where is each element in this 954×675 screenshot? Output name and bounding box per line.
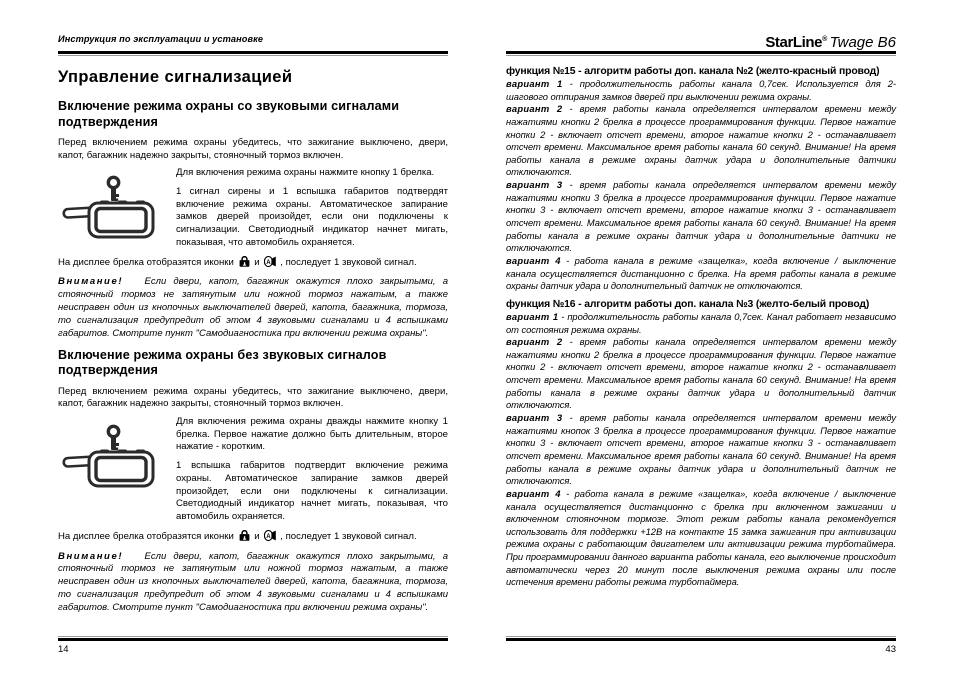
section2-display-prefix: На дисплее брелка отобразятся иконки — [58, 530, 234, 542]
function-16-variant-4: вариант 4 - работа канала в режиме «защелка», когда включение / выключение канала осуществляется дистанционно с брелка при включенном зажигании и включенном стояночном тормозе. Этот режим работы канала рекомендуется использовать для поддержки +12В на контакте 15 замка зажигания при активизации режима охраны с работающим двигателем или активизации режима турботаймера. При программировании данного варианта работы канала, его выключение происходит автоматически через 20 минут после выключения режима охраны или после истечения времени работы режима турботаймера. — [506, 487, 896, 588]
function-15-block — [506, 65, 896, 293]
figure-block-2-text — [176, 416, 448, 524]
keyfob-icon — [58, 169, 166, 241]
function-16-block — [506, 298, 896, 589]
section2-intro: Перед включением режима охраны убедитесь, что зажигание выключено, двери, капот, багажник надежно закрыты, стояночный тормоз включен. — [58, 385, 448, 410]
left-page-column — [58, 34, 448, 644]
section1-intro: Перед включением режима охраны убедитесь, что зажигание выключено, двери, капот, багажник надежно закрыты, стояночный тормоз включен. — [58, 136, 448, 161]
figure-block-1 — [58, 167, 448, 250]
section1-attention-label: Внимание! — [58, 276, 124, 288]
function-15-variant-1: вариант 1 - продолжительность работы канала 0,7сек. Используется для 2-шагового отпирания замков дверей при выключении режима охраны. — [506, 78, 896, 102]
figure-block-1-text — [176, 167, 448, 250]
function-15-variant-4: вариант 4 - работа канала в режиме «защелка», когда включение / выключение канала осуществляется дистанционно с брелка. На время работы канала в режиме охраны датчик удара и дополнительный датчик не отключаются. — [506, 254, 896, 292]
page-title: Управление сигнализацией — [58, 68, 293, 86]
running-head-left: Инструкция по эксплуатации и установке — [58, 34, 264, 44]
section1-fig-caption-1: Для включения режима охраны нажмите кнопку 1 брелка. — [176, 167, 435, 179]
right-page-column — [506, 34, 896, 644]
function-16-variant-2: вариант 2 - время работы канала определяется интервалом времени между нажатиями кнопки 2 брелка в процессе программирования функции. Первое нажатие кнопки 2 - включает отсчет времени, второе нажатие кнопки 2 - останавливает отсчет времени. Максимальное время работы канала 60 секунд. Внимание! На время работы канала в режиме охраны датчик удара и дополнительный датчик отключаются. — [506, 336, 897, 411]
section2-fig-caption-2: 1 вспышка габаритов подтвердит включение режима охраны. Автоматическое запирание замков дверей произойдет, если они подключены к сигнализации. Светодиодный индикатор начнет мигать, показывая, что автомобиль охраняется. — [176, 460, 448, 523]
header-rule-left — [58, 51, 448, 56]
section2-fig-caption-1: Для включения режима охраны дважды нажмите кнопку 1 брелка. Первое нажатие должно быть длительным, второе нажатие - коротким. — [176, 415, 448, 453]
function-15-heading: функция №15 - алгоритм работы доп. канала №2 (желто-красный провод) — [506, 66, 880, 77]
section1-display-suffix: , последует 1 звуковой сигнал. — [280, 256, 417, 268]
section-heading-1: Включение режима охраны со звуковыми сигналами подтверждения — [58, 99, 400, 129]
sound-icon — [264, 256, 278, 272]
brand-model: Twage B6 — [829, 34, 896, 51]
function-16-variant-3: вариант 3 - время работы канала определяется интервалом времени между нажатиями кнопок 3 брелка в процессе программирования функции. Первое нажатие кнопки 3 - включает отсчет времени, второе нажатие кнопки 3 - останавливает отсчет времени. Максимальное время работы канала 60 секунд. Внимание! На время работы канала в режиме охраны датчик удара и дополнительный датчик не отключаются. — [506, 412, 897, 487]
section1-attention — [58, 276, 448, 341]
footer-rule-left — [58, 636, 448, 641]
sound-icon — [264, 530, 278, 546]
figure-block-2 — [58, 416, 448, 524]
svg-text:A: A — [266, 533, 271, 540]
section2-display-conj: и — [254, 530, 260, 542]
section1-display-line — [58, 256, 448, 272]
keyfob-icon — [58, 418, 166, 490]
section2-display-line — [58, 530, 448, 546]
section-heading-2: Включение режима охраны без звуковых сигналов подтверждения — [58, 347, 387, 378]
running-head-right — [506, 34, 896, 51]
footer-left — [58, 636, 448, 655]
section2-attention-label: Внимание! — [58, 550, 124, 562]
page-number-right: 43 — [885, 644, 896, 655]
section2-attention — [58, 551, 448, 616]
footer-rule-right — [506, 636, 896, 641]
svg-text:A: A — [266, 259, 271, 266]
section1-display-conj: и — [254, 256, 260, 268]
section1-fig-caption-2: 1 сигнал сирены и 1 вспышка габаритов подтвердят включение режима охраны. Автоматическое запирание замков дверей произойдет, если они подключены к сигнализации. Светодиодный индикатор начнет мигать, показывая, что автомобиль охраняется. — [176, 185, 448, 248]
function-15-variant-2: вариант 2 - время работы канала определяется интервалом времени между нажатиями кнопки 2 брелка в процессе программирования функции. Первое нажатие кнопки 2 - включает отсчет времени, второе нажатие кнопки 2 - останавливает отсчет времени. Максимальное время работы канала 60 секунд. Внимание! На время работы канала в режиме охраны датчик удара и дополнительные датчики отключаются. — [506, 103, 897, 178]
section2-display-suffix: , последует 1 звуковой сигнал. — [280, 530, 417, 542]
section1-display-prefix: На дисплее брелка отобразятся иконки — [58, 256, 234, 268]
footer-right — [506, 636, 896, 655]
function-15-variant-3: вариант 3 - время работы канала определяется интервалом времени между нажатиями кнопки 3 брелка в процессе программирования функции. Первое нажатие кнопки 3 - включает отсчет времени, второе нажатие кнопки 3 - останавливает отсчет времени. Максимальное время работы канала 60 секунд. Внимание! На время работы канала в режиме охраны датчик удара и дополнительные датчики не отключаются. — [506, 179, 897, 254]
function-16-variant-1: вариант 1 - продолжительность работы канала 0,7сек. Канал работает независимо от состояния режима охраны. — [506, 310, 896, 335]
section1-attention-text: Если двери, капот, багажник окажутся плохо закрытыми, а стояночный тормоз не затянутым или ножной тормоз нажатым, а также неисправен один из кнопочных выключателей дверей, капота, багажника, тормоза, то сигнализация предупредит об этом 4 звуковыми сигналами и 4 вспышками габаритов. Смотрите пункт "Самодиагностика при включении режима охраны". — [58, 276, 448, 339]
lock-icon — [239, 256, 250, 272]
page-number-left: 14 — [58, 644, 69, 655]
brand-logo: StarLine® — [765, 34, 827, 51]
function-16-heading: функция №16 - алгоритм работы доп. канала №3 (желто-белый провод) — [506, 298, 870, 310]
section2-attention-text: Если двери, капот, багажник окажутся плохо закрытыми, а стояночный тормоз не затянутым или ножной тормоз нажатым, а также неисправен один из кнопочных выключателей дверей, капота, багажника, тормоза, то сигнализация предупредит об этом 4 звуковыми сигналами и 4 вспышками габаритов. Смотрите пункт "Самодиагностика при включении режима охраны". — [58, 550, 448, 614]
lock-icon — [239, 530, 250, 546]
